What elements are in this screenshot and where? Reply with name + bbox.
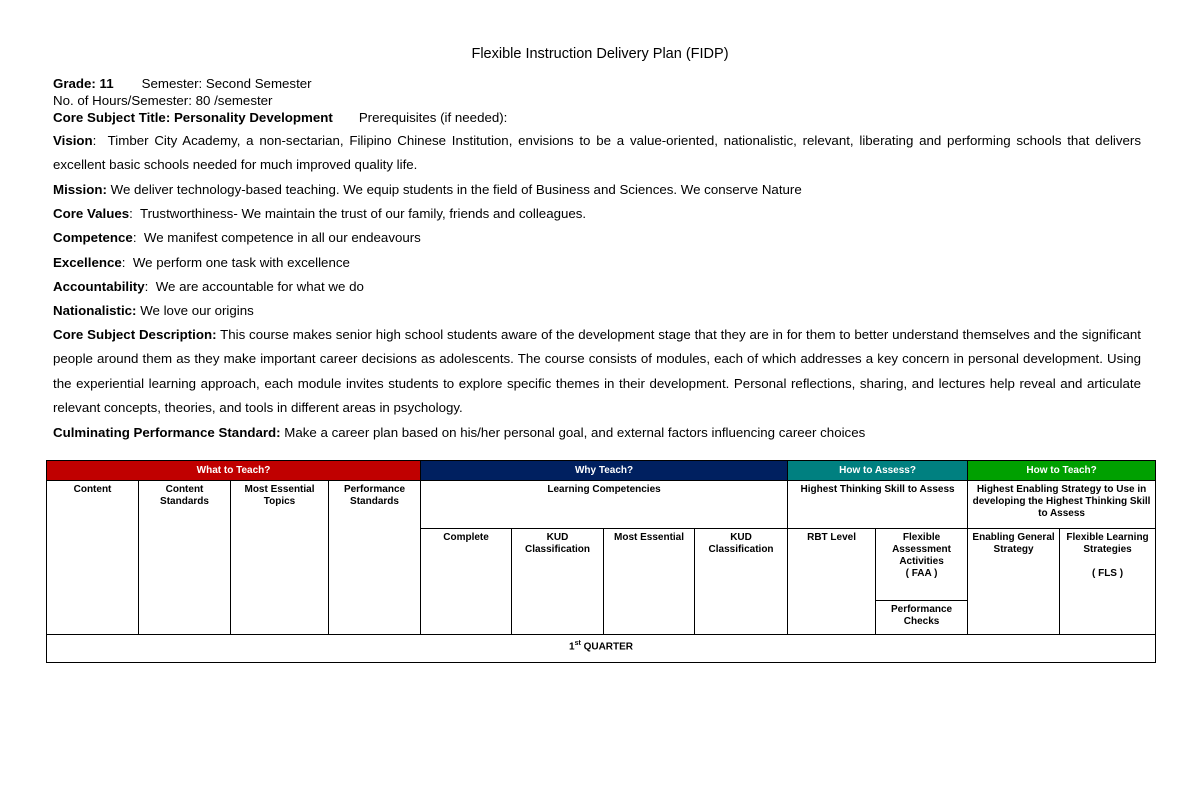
nationalistic-paragraph xyxy=(53,299,1141,323)
nationalistic-label: Nationalistic: xyxy=(53,303,137,318)
fls-abbr: ( FLS ) xyxy=(1091,568,1124,579)
performance-standards-header: Performance Standards xyxy=(329,481,421,635)
why-teach-header: Why Teach? xyxy=(421,461,788,481)
accountability-text: We are accountable for what we do xyxy=(155,279,364,294)
most-essential-topics-header: Most Essential Topics xyxy=(231,481,329,635)
mission-label: Mission: xyxy=(53,182,107,197)
description-label: Core Subject Description: xyxy=(53,327,217,342)
kud-classification-header-2: KUD Classification xyxy=(695,529,788,635)
page-title: Flexible Instruction Delivery Plan (FIDP) xyxy=(471,46,729,62)
quarter-suffix: st xyxy=(574,640,581,647)
prerequisites-text: Prerequisites (if needed): xyxy=(358,110,508,125)
quarter-number: 1 xyxy=(569,641,575,653)
vision-paragraph: Vision: Timber City Academy, a non-sectarian, Filipino Chinese Institution, envisions to be a value-oriented, nationalistic, relevant, liberating and performing schools that delivers excellent basic schools needed for much improved quality life. xyxy=(53,133,1141,173)
highest-enabling-strategy-header: Highest Enabling Strategy to Use in developing the Highest Thinking Skill to Assess xyxy=(968,481,1156,529)
core-subject-title-line: Core Subject Title: Personality Development Prerequisites (if needed): xyxy=(53,110,508,125)
accountability-label: Accountability xyxy=(53,279,145,294)
core-values-text: Trustworthiness- We maintain the trust of our family, friends and colleagues. xyxy=(139,206,587,221)
content-standards-header: Content Standards xyxy=(139,481,231,635)
faa-label: Flexible Assessment Activities xyxy=(892,532,951,567)
semester-text: Semester: Second Semester xyxy=(141,76,312,91)
description-text: This course makes senior high school students aware of the development stage that they are in for them to better understand themselves and the significant people around them as they make important career decisions as adolescents. The course consists of modules, each of which addresses a key concern in personal development. Using the experiential learning approach, each module invites students to explore specific themes in their development. Personal reflections, sharing, and lectures help reveal and articulate relevant concepts, theories, and tools in different areas in psychology. xyxy=(53,327,1141,416)
nationalistic-text: We love our origins xyxy=(140,303,254,318)
fls-label: Flexible Learning Strategies xyxy=(1066,532,1149,555)
quarter-label: QUARTER xyxy=(583,641,634,653)
kud-classification-header-1: KUD Classification xyxy=(512,529,604,635)
performance-checks-header: Performance Checks xyxy=(876,601,968,635)
content-header: Content xyxy=(47,481,139,635)
vision-label: Vision xyxy=(53,133,93,148)
mission-text: We deliver technology-based teaching. We equip students in the field of Business and Sciences. We conserve Nature xyxy=(110,182,802,197)
fidp-table xyxy=(46,460,1156,663)
grade-label: Grade: 11 xyxy=(53,76,114,91)
competence-text: We manifest competence in all our endeavours xyxy=(143,230,421,245)
complete-header: Complete xyxy=(421,529,512,635)
first-quarter-row xyxy=(47,635,1156,663)
excellence-label: Excellence xyxy=(53,255,122,270)
description-paragraph xyxy=(53,323,1141,421)
hours-line: No. of Hours/Semester: 80 /semester xyxy=(53,93,273,108)
vision-text: Timber City Academy, a non-sectarian, Filipino Chinese Institution, envisions to be a value-oriented, nationalistic, relevant, liberating and performing schools that delivers excellent basic schools needed for much improved quality life. xyxy=(53,133,1141,173)
fls-header xyxy=(1060,529,1156,635)
core-values-paragraph: Core Values: Trustworthiness- We maintain the trust of our family, friends and colleagues. xyxy=(53,206,587,221)
culminating-text: Make a career plan based on his/her personal goal, and external factors influencing career choices xyxy=(284,425,866,440)
mission-paragraph xyxy=(53,178,1141,202)
culminating-label: Culminating Performance Standard: xyxy=(53,425,281,440)
core-subject-title-label: Core Subject Title xyxy=(53,110,166,125)
rbt-level-header: RBT Level xyxy=(788,529,876,635)
excellence-text: We perform one task with excellence xyxy=(132,255,350,270)
how-to-teach-header: How to Teach? xyxy=(968,461,1156,481)
excellence-paragraph: Excellence: We perform one task with excellence xyxy=(53,255,350,270)
what-to-teach-header: What to Teach? xyxy=(47,461,421,481)
most-essential-header: Most Essential xyxy=(604,529,695,635)
grade-line xyxy=(53,76,1143,92)
how-to-assess-header: How to Assess? xyxy=(788,461,968,481)
faa-header xyxy=(876,529,968,601)
competence-label: Competence xyxy=(53,230,133,245)
highest-thinking-skill-header: Highest Thinking Skill to Assess xyxy=(788,481,968,529)
learning-competencies-header: Learning Competencies xyxy=(421,481,788,529)
core-values-label: Core Values xyxy=(53,206,130,221)
competence-paragraph: Competence: We manifest competence in all our endeavours xyxy=(53,230,421,245)
accountability-paragraph: Accountability: We are accountable for what we do xyxy=(53,279,364,294)
enabling-general-strategy-header: Enabling General Strategy xyxy=(968,529,1060,635)
culminating-paragraph xyxy=(53,421,1141,445)
faa-abbr: ( FAA ) xyxy=(905,568,938,579)
core-subject-title-value: Personality Development xyxy=(173,110,333,125)
